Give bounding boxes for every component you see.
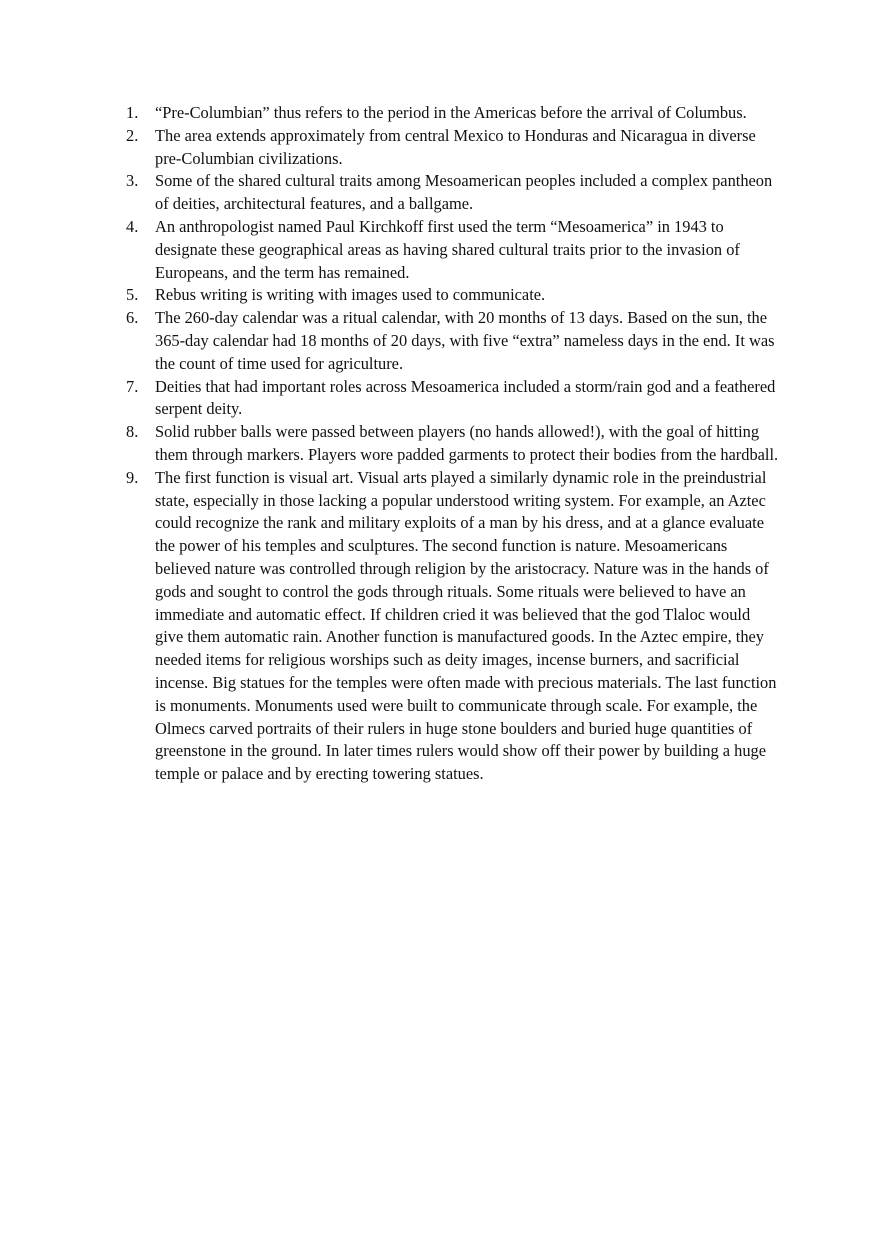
list-item-5 bbox=[126, 284, 782, 307]
list-item-7 bbox=[126, 376, 782, 422]
answer-list bbox=[126, 102, 782, 786]
item-number: 4. bbox=[126, 216, 139, 236]
item-text: Some of the shared cultural traits among Mesoamerican peoples included a complex pantheon of deities, architectural features, and a ballgame. bbox=[155, 171, 773, 214]
item-text: Solid rubber balls were passed between players (no hands allowed!), with the goal of hitting them through markers. Players wore padded garments to protect their bodies from the hardball. bbox=[155, 422, 779, 464]
list-item-3 bbox=[126, 170, 782, 216]
item-text: An anthropologist named Paul Kirchkoff first used the term “Mesoamerica” in 1943 to designate these geographical areas as having shared cultural traits prior to the invasion of Europeans, and the term has remained. bbox=[155, 216, 740, 282]
item-text: The first function is visual art. Visual arts played a similarly dynamic role in the preindustrial state, especially in those lacking a popular understood writing system. For example, an Aztec could recognize the rank and military exploits of a man by his dress, and at a glance evaluate the power of his temples and sculptures. The second function is nature. Mesoamericans believed nature was controlled through religion by the aristocracy. Nature was in the hands of gods and sought to control the gods through rituals. Some rituals were believed to have an immediate and automatic effect. If children cried it was believed that the god Tlaloc would give them automatic rain. Another function is manufactured goods. In the Aztec empire, they needed items for religious worships such as deity images, incense burners, and sacrificial incense. Big statues for the temples were often made with precious materials. The last function is monuments. Monuments used were built to communicate through scale. For example, the Olmecs carved portraits of their rulers in huge stone boulders and buried huge quantities of greenstone in the ground. In later times rulers would show off their power by building a huge temple or palace and by erecting towering statues. bbox=[155, 467, 777, 784]
list-item-1 bbox=[126, 102, 782, 125]
item-number: 9. bbox=[126, 467, 139, 487]
list-item-4 bbox=[126, 216, 782, 284]
list-item-2 bbox=[126, 125, 782, 171]
item-text: The area extends approximately from central Mexico to Honduras and Nicaragua in diverse pre-Columbian civilizations. bbox=[155, 125, 756, 168]
item-text: Rebus writing is writing with images used to communicate. bbox=[155, 285, 546, 305]
item-text: “Pre-Columbian” thus refers to the period in the Americas before the arrival of Columbus. bbox=[155, 103, 747, 122]
item-number: 7. bbox=[126, 376, 139, 396]
list-item-9 bbox=[126, 467, 782, 786]
item-text: Deities that had important roles across Mesoamerica included a storm/rain god and a feathered serpent deity. bbox=[155, 376, 776, 419]
item-number: 2. bbox=[126, 125, 139, 145]
item-number: 3. bbox=[126, 171, 139, 191]
item-number: 5. bbox=[126, 285, 139, 305]
list-item-8 bbox=[126, 421, 782, 467]
item-number: 6. bbox=[126, 308, 139, 328]
item-number: 8. bbox=[126, 422, 139, 442]
item-number: 1. bbox=[126, 103, 139, 122]
item-text: The 260-day calendar was a ritual calendar, with 20 months of 13 days. Based on the sun, the 365-day calendar had 18 months of 20 days, with five “extra” nameless days in the end. It was the count of time used for agriculture. bbox=[155, 308, 775, 373]
list-item-6 bbox=[126, 307, 782, 375]
